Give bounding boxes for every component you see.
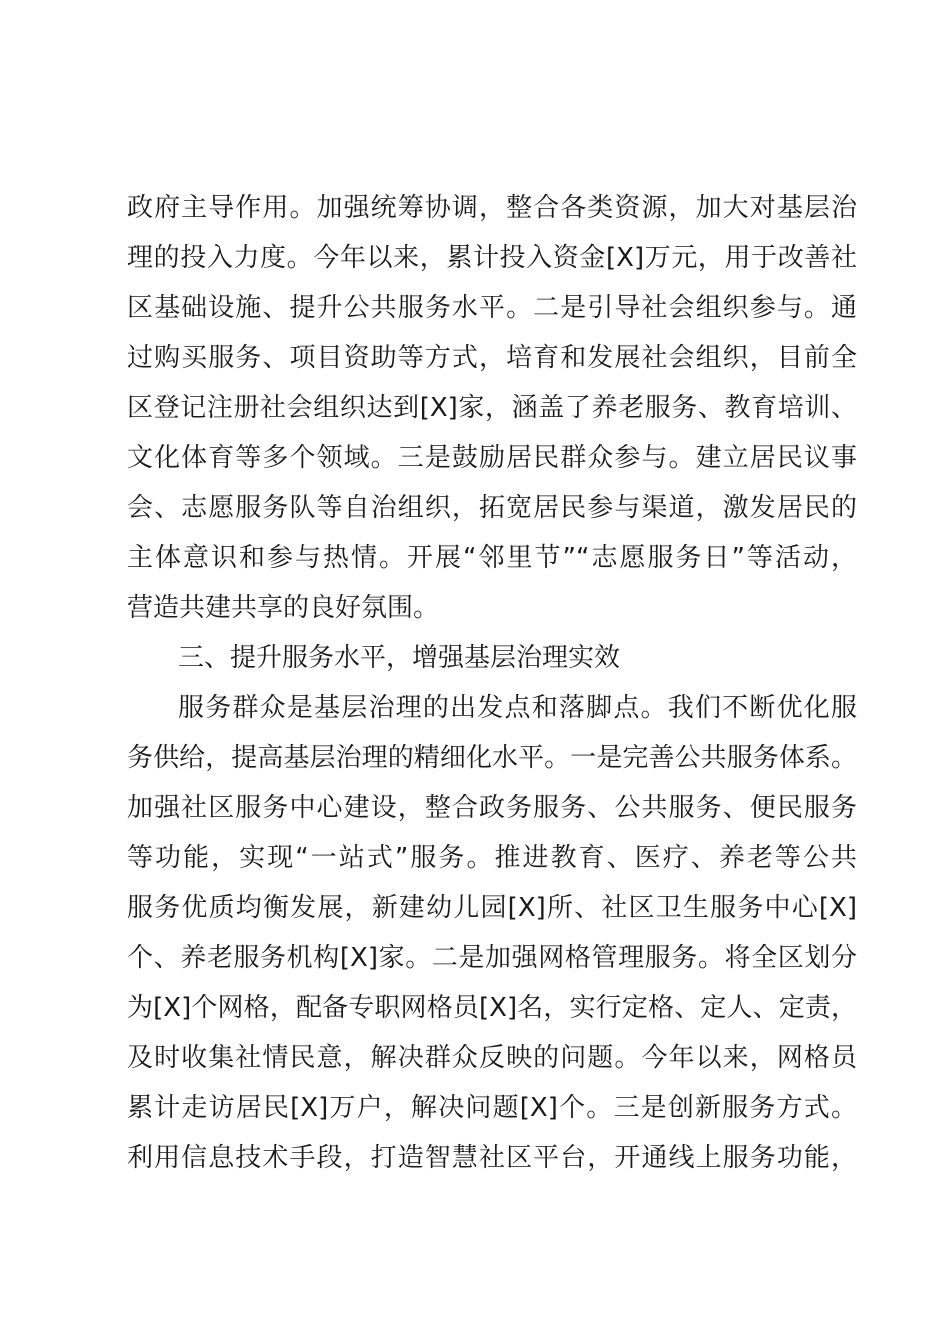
paragraph-line: 利用信息技术手段，打造智慧社区平台，开通线上服务功能， <box>127 1143 857 1173</box>
paragraph-line: 务供给，提高基层治理的精细化水平。一是完善公共服务体系。 <box>127 743 857 773</box>
paragraph-line: 等功能，实现“一站式”服务。推进教育、医疗、养老等公共 <box>127 843 857 873</box>
paragraph-line: 加强社区服务中心建设，整合政务服务、公共服务、便民服务 <box>127 793 857 823</box>
paragraph-line: 区登记注册社会组织达到[X]家，涵盖了养老服务、教育培训、 <box>127 393 857 423</box>
paragraph-line: 累计走访居民[X]万户，解决问题[X]个。三是创新服务方式。 <box>127 1093 857 1123</box>
paragraph-line: 为[X]个网格，配备专职网格员[X]名，实行定格、定人、定责， <box>127 993 857 1023</box>
paragraph-line: 服务优质均衡发展，新建幼儿园[X]所、社区卫生服务中心[X] <box>127 893 857 923</box>
paragraph-line: 区基础设施、提升公共服务水平。二是引导社会组织参与。通 <box>127 293 857 323</box>
paragraph-line: 会、志愿服务队等自治组织，拓宽居民参与渠道，激发居民的 <box>127 493 857 523</box>
paragraph-line: 文化体育等多个领域。三是鼓励居民群众参与。建立居民议事 <box>127 443 857 473</box>
paragraph-line: 政府主导作用。加强统筹协调，整合各类资源，加大对基层治 <box>127 193 857 223</box>
paragraph-line: 营造共建共享的良好氛围。 <box>127 593 440 623</box>
paragraph-line: 及时收集社情民意，解决群众反映的问题。今年以来，网格员 <box>127 1043 857 1073</box>
paragraph-line: 个、养老服务机构[X]家。二是加强网格管理服务。将全区划分 <box>127 943 857 973</box>
section-heading: 三、提升服务水平，增强基层治理实效 <box>178 643 621 673</box>
paragraph-line: 主体意识和参与热情。开展“邻里节”“志愿服务日”等活动， <box>127 543 857 573</box>
paragraph-line: 过购买服务、项目资助等方式，培育和发展社会组织，目前全 <box>127 343 857 373</box>
paragraph-line: 服务群众是基层治理的出发点和落脚点。我们不断优化服 <box>178 693 857 723</box>
paragraph-line: 理的投入力度。今年以来，累计投入资金[X]万元，用于改善社 <box>127 243 857 273</box>
